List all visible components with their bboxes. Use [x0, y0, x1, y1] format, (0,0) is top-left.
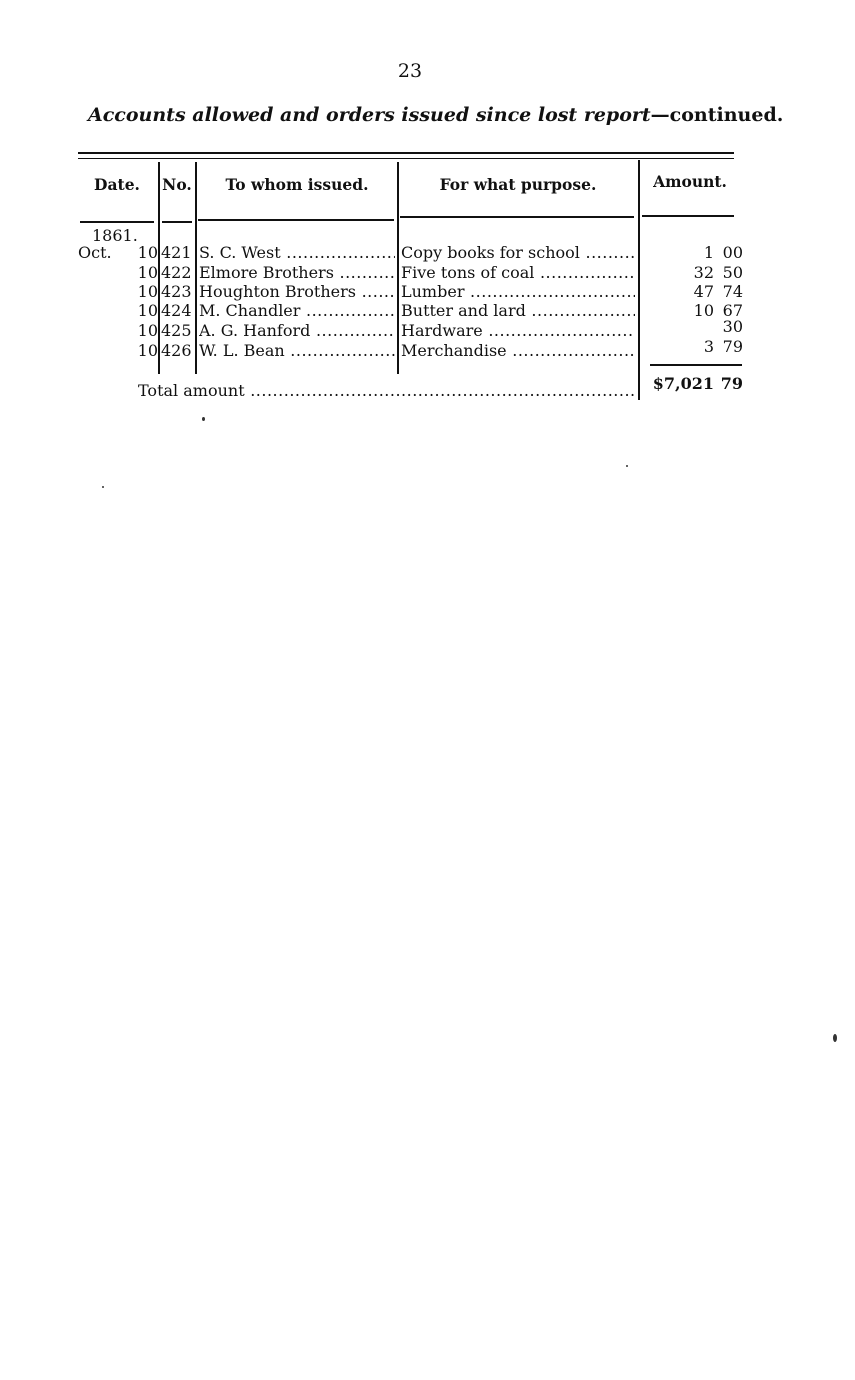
- row-amount-cents: 00: [722, 243, 743, 262]
- table-top-rule: [78, 152, 734, 154]
- row-number: 421: [161, 243, 192, 262]
- row-amount-dollars: 47: [693, 282, 714, 301]
- row-payee: Houghton Brothers .....: [199, 282, 395, 301]
- heading-italic: Accounts allowed and orders issued since lost report: [88, 104, 651, 126]
- row-amount-dollars: 3: [703, 337, 714, 356]
- paper-speck: [626, 465, 628, 467]
- paper-speck: [202, 417, 205, 421]
- row-number: 422: [161, 263, 192, 282]
- total-rule: [650, 364, 742, 366]
- row-purpose: Five tons of coal .....: [401, 263, 635, 282]
- header-no: No.: [162, 175, 192, 194]
- row-number: 424: [161, 301, 192, 320]
- row-purpose: Copy books for school .....: [401, 243, 635, 262]
- row-payee: S. C. West .....: [199, 243, 395, 262]
- row-day: 10: [137, 341, 158, 360]
- row-amount-dollars: 10: [693, 301, 714, 320]
- row-day: 10: [137, 263, 158, 282]
- year-label: 1861.: [92, 226, 138, 245]
- row-number: 423: [161, 282, 192, 301]
- table-top-rule-thin: [78, 158, 734, 159]
- row-amount-cents: 67: [722, 301, 743, 320]
- total-dollars: $7,021: [652, 374, 714, 393]
- row-amount-cents: 79: [722, 337, 743, 356]
- row-day: 10: [137, 321, 158, 340]
- row-day: 10: [137, 301, 158, 320]
- row-amount-cents: 30: [722, 317, 743, 336]
- row-amount-dollars: 32: [693, 263, 714, 282]
- header-date: Date.: [94, 175, 140, 194]
- header-underline: [80, 221, 154, 223]
- row-payee: A. G. Hanford .....: [199, 321, 395, 340]
- row-day: 10: [137, 243, 158, 262]
- row-amount-cents: 50: [722, 263, 743, 282]
- total-cents: 79: [720, 374, 743, 393]
- header-to-whom: To whom issued.: [225, 175, 369, 194]
- row-amount-cents: 74: [722, 282, 743, 301]
- header-underline: [400, 216, 634, 218]
- row-number: 425: [161, 321, 192, 340]
- month-label: Oct.: [78, 243, 112, 262]
- row-purpose: Merchandise .....: [401, 341, 635, 360]
- column-divider: [638, 160, 640, 400]
- row-number: 426: [161, 341, 192, 360]
- total-label: Total amount .....: [138, 381, 634, 400]
- header-amount: Amount.: [653, 172, 727, 191]
- row-purpose: Hardware .....: [401, 321, 635, 340]
- paper-speck: [102, 486, 104, 488]
- header-underline: [198, 219, 394, 221]
- row-payee: M. Chandler .....: [199, 301, 395, 320]
- row-payee: Elmore Brothers .....: [199, 263, 395, 282]
- header-underline: [162, 221, 192, 223]
- header-underline: [642, 215, 734, 217]
- heading-continued: —continued.: [650, 104, 784, 126]
- row-payee: W. L. Bean .....: [199, 341, 395, 360]
- paper-speck: [833, 1034, 837, 1042]
- page-heading: [88, 104, 783, 126]
- row-amount-dollars: 1: [703, 243, 714, 262]
- header-purpose: For what purpose.: [439, 175, 597, 194]
- row-day: 10: [137, 282, 158, 301]
- page-number: 23: [397, 60, 423, 82]
- row-purpose: Butter and lard .....: [401, 301, 635, 320]
- row-purpose: Lumber .....: [401, 282, 635, 301]
